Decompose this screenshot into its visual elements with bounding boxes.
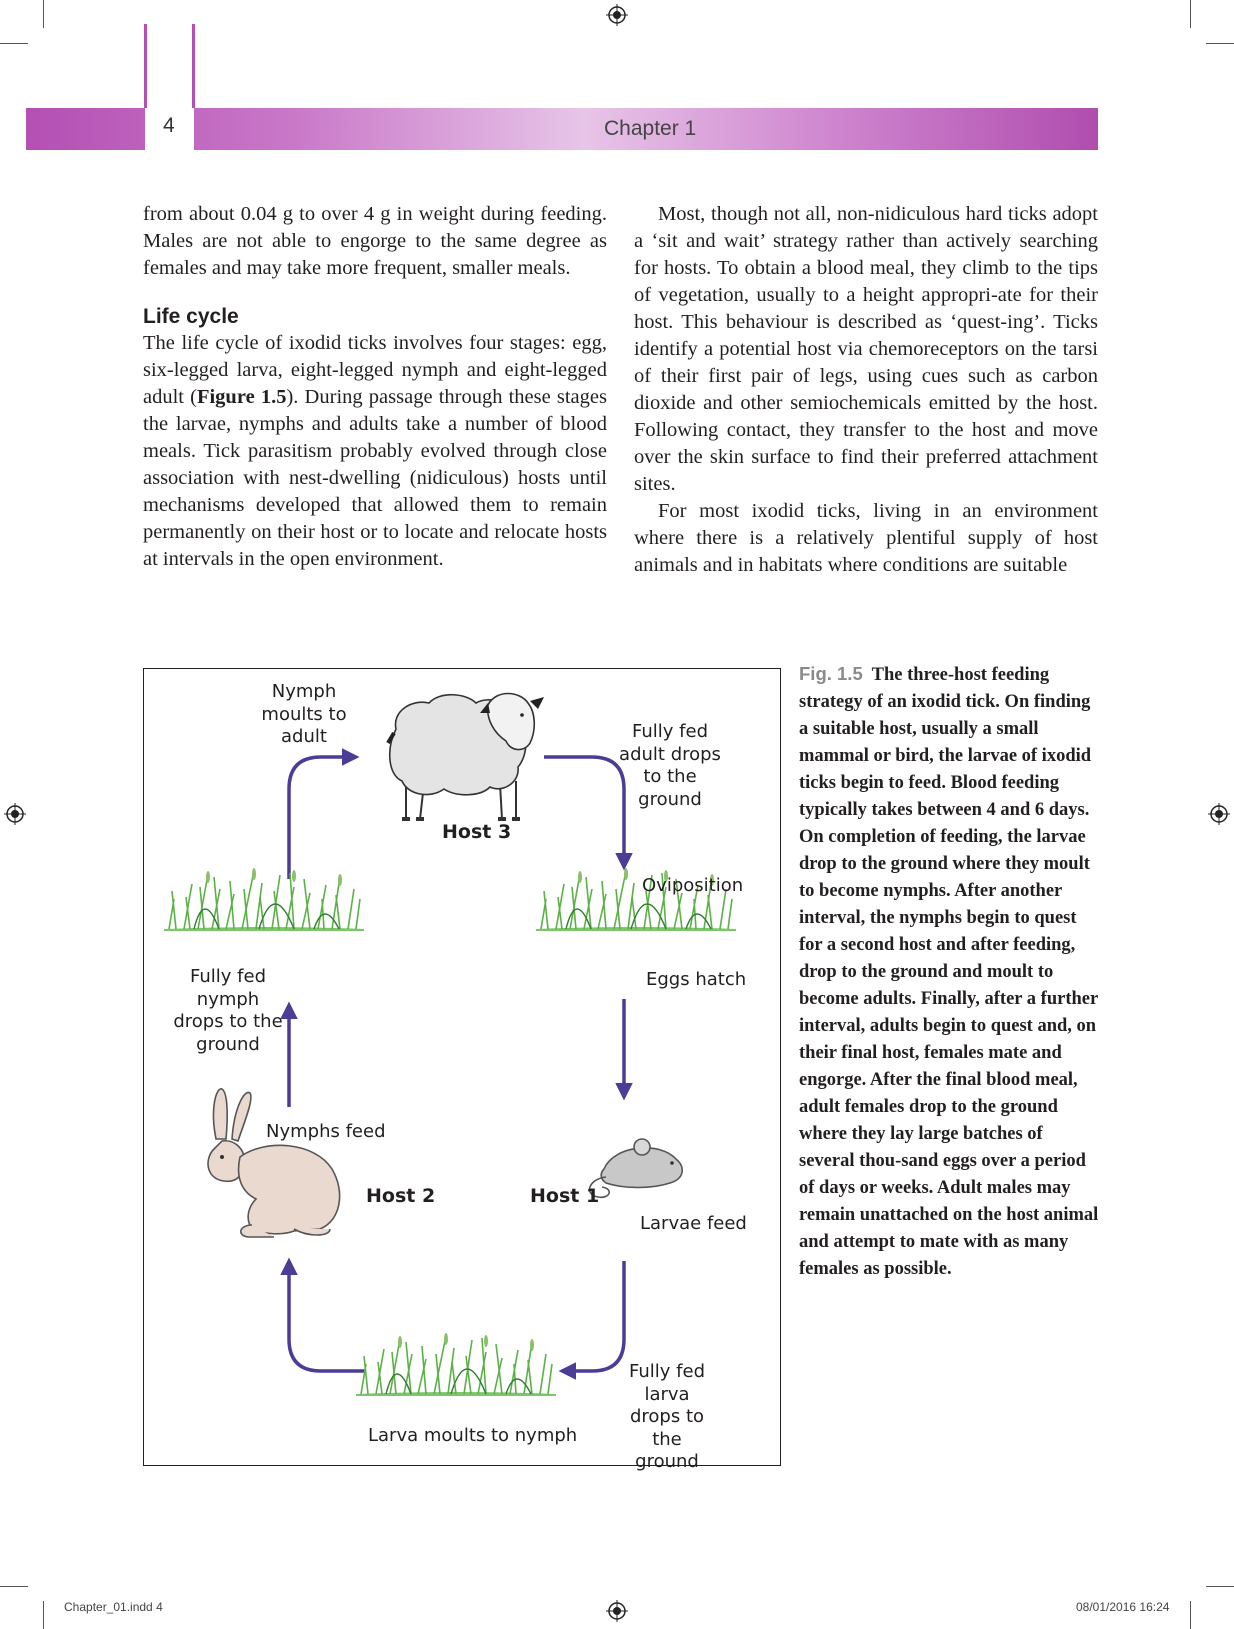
crop-mark (1190, 0, 1191, 28)
left-column (143, 201, 607, 573)
label-adult-drops: Fully fed adult drops to the ground (619, 721, 721, 810)
figure-reference[interactable]: Figure 1.5 (196, 386, 287, 408)
grass-bottom (356, 1333, 556, 1396)
label-oviposition: Oviposition (642, 875, 744, 896)
arrow-host1-to-ground (562, 1261, 624, 1371)
crop-mark (1206, 43, 1234, 44)
running-head: Chapter 1 (604, 117, 697, 140)
cycle-arrows (289, 757, 624, 1371)
footer-date: 08/01/2016 16:24 (1076, 1600, 1170, 1614)
paragraph: The life cycle of ixodid ticks involves four stages: egg, six-legged larva, eight-legged nymph and eight-legged adult (Figure 1.5). During passage through these stages the larvae, nymphs and adults take a number of blood meals. Tick parasitism probably evolved through close association with nest-dwelling (nidiculous) hosts until mechanisms developed that allowed them to remain permanently on their host or to locate and relocate hosts at intervals in the open environment. (143, 332, 607, 570)
crop-mark (43, 0, 44, 28)
arrow-host3-to-ground (544, 757, 624, 867)
registration-mark-icon (606, 1600, 628, 1622)
registration-mark-icon (606, 4, 628, 26)
mouse-icon (590, 1139, 683, 1197)
label-larvae-feed: Larvae feed (640, 1213, 747, 1234)
label-host-1: Host 1 (530, 1185, 600, 1207)
label-host-2: Host 2 (366, 1185, 436, 1207)
crop-mark (1206, 1586, 1234, 1587)
paragraph: For most ixodid ticks, living in an environment where there is a relatively plentiful supply of host animals and in habitats where conditions are suitable (634, 500, 1098, 576)
header-band (26, 108, 1098, 150)
arrow-ground-to-host2 (289, 1261, 365, 1371)
label-host-3: Host 3 (442, 821, 512, 843)
label-eggs-hatch: Eggs hatch (646, 969, 747, 990)
crop-mark (0, 1586, 28, 1587)
label-nymphs-feed: Nymphs feed (266, 1121, 386, 1142)
grass-left (164, 868, 364, 931)
section-heading: Life cycle (143, 305, 239, 328)
page-number: 4 (163, 114, 175, 137)
arrow-nymph-to-host3 (289, 757, 356, 879)
figure-caption (799, 660, 1099, 1283)
crop-mark (0, 43, 28, 44)
sheep-icon (388, 694, 544, 822)
label-larva-drops: Fully fed larva drops to the ground (629, 1361, 705, 1472)
footer-filename: Chapter_01.indd 4 (64, 1600, 163, 1614)
right-column (634, 201, 1098, 579)
caption-text: The three-host feeding strategy of an ixodid tick. On finding a suitable host, usually a small mammal or bird, the larvae of ixodid ticks begin to feed. Blood feeding typically takes between 4 and 6 days. On completion of feeding, the larvae drop to the ground where they moult to become nymphs. After another interval, the nymphs begin to quest for a second host and after feeding, drop to the ground and moult to become adults. Finally, after a further interval, adults begin to quest and, on their final host, females mate and engorge. After the final blood meal, adult females drop to the ground where they lay large batches of several thou-sand eggs over a period of days or weeks. Adult males may remain unattached on the host animal and attempt to mate with as many females as possible. (799, 665, 1099, 1279)
crop-mark (43, 1601, 44, 1629)
rabbit-icon (208, 1089, 340, 1237)
figure-number: Fig. 1.5 (799, 663, 863, 684)
registration-mark-icon (1208, 803, 1230, 825)
label-nymph-moults: Nymph moults to adult (261, 681, 347, 747)
label-larva-moults: Larva moults to nymph (368, 1425, 578, 1446)
paragraph: from about 0.04 g to over 4 g in weight during feeding. Males are not able to engorge to the same degree as females and may take more frequent, smaller meals. (143, 203, 607, 279)
label-nymph-drops: Fully fed nymph drops to the ground (173, 966, 283, 1055)
registration-mark-icon (4, 803, 26, 825)
crop-mark (1190, 1601, 1191, 1629)
life-cycle-figure (143, 668, 781, 1472)
paragraph: Most, though not all, non-nidiculous hard ticks adopt a ‘sit and wait’ strategy rather than actively searching for hosts. To obtain a blood meal, they climb to the tips of vegetation, usually to a height appropri-ate for their host. This behaviour is described as ‘quest-ing’. Ticks identify a potential host via chemoreceptors on the tarsi of their first pair of legs, using cues such as carbon dioxide and other semiochemicals emitted by the host. Following contact, they transfer to the host and move over the skin surface to find their preferred attachment sites. (634, 203, 1098, 495)
